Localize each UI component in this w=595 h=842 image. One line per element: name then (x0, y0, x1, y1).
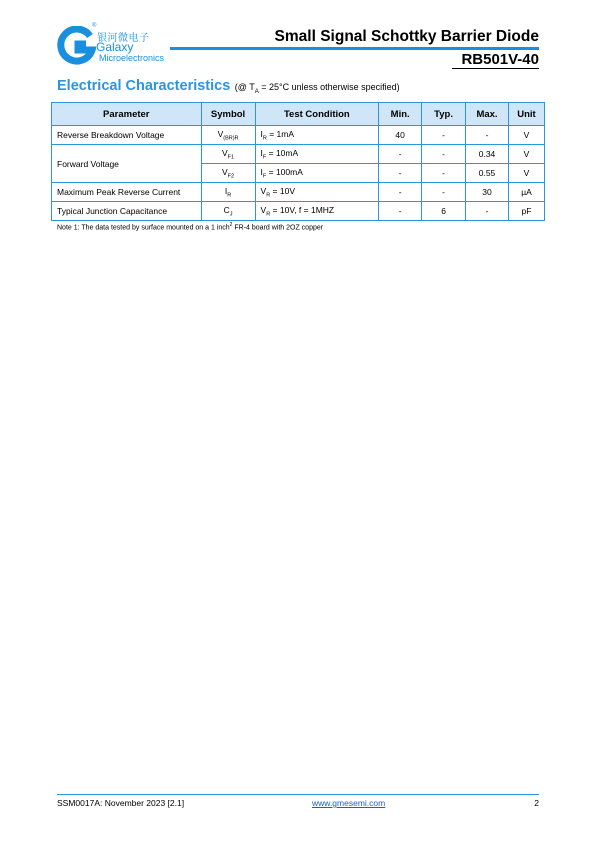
symbol-cell: $C_J$ (201, 202, 255, 221)
galaxy-logo-icon (56, 26, 96, 66)
logo-name: Galaxy (96, 40, 134, 54)
parameter-cell: Reverse Breakdown Voltage (52, 126, 202, 145)
max-cell: - (466, 126, 509, 145)
symbol-cell: $V_{F1}$ (201, 145, 255, 164)
typ-cell: - (422, 145, 466, 164)
table-row (52, 202, 545, 221)
header-unit: Unit (508, 103, 544, 126)
header-test-condition: Test Condition (255, 103, 379, 126)
condition-cell: $I_F = 100mA$ (255, 164, 379, 183)
header-typ: Typ. (422, 103, 466, 126)
document-title: Small Signal Schottky Barrier Diode (274, 28, 539, 45)
min-cell: - (379, 145, 422, 164)
symbol-cell: $V_{F2}$ (201, 164, 255, 183)
company-logo (56, 23, 176, 66)
footer-rule (57, 794, 539, 795)
part-number-rule (452, 68, 539, 69)
max-cell: 30 (466, 183, 509, 202)
table-note: Note 1: The data tested by surface mounted on a 1 inch$^2$ FR-4 board with 2OZ copper (57, 222, 324, 232)
part-number: RB501V-40 (461, 51, 539, 68)
footer-website-link[interactable]: www.gmesemi.com (312, 798, 386, 808)
table-row (52, 126, 545, 145)
symbol-cell: $V_{(BR)R}$ (201, 126, 255, 145)
condition-cell: $I_R = 1mA$ (255, 126, 379, 145)
header-min: Min. (379, 103, 422, 126)
unit-cell: V (508, 145, 544, 164)
title-rule (170, 47, 539, 50)
symbol-cell: $I_R$ (201, 183, 255, 202)
logo-subname: Microelectronics (99, 53, 165, 63)
logo-chinese-name: 银河微电子 (97, 33, 150, 44)
header-max: Max. (466, 103, 509, 126)
header-parameter: Parameter (52, 103, 202, 126)
typ-cell: 6 (422, 202, 466, 221)
min-cell: - (379, 202, 422, 221)
parameter-cell: Typical Junction Capacitance (52, 202, 202, 221)
table-header-row (52, 103, 545, 126)
min-cell: 40 (379, 126, 422, 145)
typ-cell: - (422, 164, 466, 183)
electrical-characteristics-table (51, 102, 545, 221)
header-symbol: Symbol (201, 103, 255, 126)
parameter-cell: Forward Voltage (52, 145, 202, 183)
footer-doc-id: SSM0017A: November 2023 [2.1] (57, 798, 185, 808)
condition-cell: $V_R = 10V$ (255, 183, 379, 202)
condition-cell: $I_F = 10mA$ (255, 145, 379, 164)
typ-cell: - (422, 126, 466, 145)
section-heading (57, 77, 400, 95)
max-cell: 0.55 (466, 164, 509, 183)
min-cell: - (379, 183, 422, 202)
unit-cell: µA (508, 183, 544, 202)
min-cell: - (379, 164, 422, 183)
section-title: Electrical Characteristics (57, 78, 231, 94)
table-row (52, 183, 545, 202)
condition-cell: $V_R = 10V$, f = 1MHZ (255, 202, 379, 221)
registered-mark: ® (92, 23, 97, 29)
section-condition: (@ $T_A = 25^\circ C$ unless otherwise specified) (234, 82, 400, 95)
parameter-cell: Maximum Peak Reverse Current (52, 183, 202, 202)
max-cell: 0.34 (466, 145, 509, 164)
unit-cell: pF (508, 202, 544, 221)
page-number: 2 (534, 798, 539, 808)
table-row (52, 145, 545, 164)
unit-cell: V (508, 126, 544, 145)
unit-cell: V (508, 164, 544, 183)
max-cell: - (466, 202, 509, 221)
typ-cell: - (422, 183, 466, 202)
